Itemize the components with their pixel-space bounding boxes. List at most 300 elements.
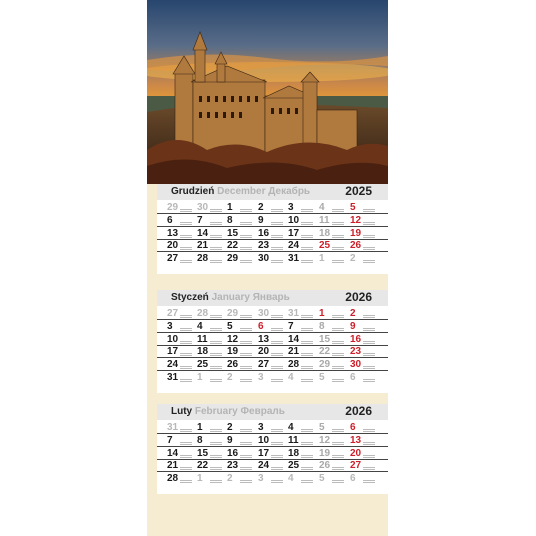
day-number: 29 [227,308,239,319]
day-number: 28 [167,473,179,485]
nameday-fineprint [301,235,313,238]
nameday-fineprint [210,353,222,356]
week-row [157,307,388,320]
nameday-fineprint [363,247,375,250]
nameday-fineprint [210,222,222,225]
day-cell [350,472,380,484]
day-number: 16 [227,447,239,459]
day-number: 9 [258,214,264,226]
day-cell [288,252,318,264]
month-block [157,290,388,393]
day-number: 23 [227,460,239,472]
nameday-fineprint [240,480,252,483]
day-cell [258,333,288,345]
week-row [157,239,388,252]
nameday-fineprint [180,467,192,470]
nameday-fineprint [271,467,283,470]
day-cell [197,239,227,251]
day-number: 8 [197,434,203,446]
day-cell [258,371,288,383]
day-cell [288,201,318,213]
nameday-fineprint [210,455,222,458]
week-row [157,358,388,371]
day-cell [319,227,349,239]
week-row [157,320,388,333]
month-name-en: February [194,406,238,417]
day-cell [288,447,318,459]
week-row [157,227,388,240]
day-number: 6 [350,473,356,485]
day-cell [319,252,349,264]
nameday-fineprint [180,209,192,212]
day-number: 14 [288,333,300,345]
nameday-fineprint [271,260,283,263]
day-cell [350,307,380,319]
nameday-fineprint [363,429,375,432]
day-cell [227,472,257,484]
day-number: 18 [319,227,331,239]
month-name-ru: Февраль [240,406,285,417]
day-number: 30 [258,253,270,265]
nameday-fineprint [240,442,252,445]
nameday-fineprint [210,379,222,382]
day-cell [258,227,288,239]
nameday-fineprint [363,379,375,382]
day-number: 3 [288,202,294,213]
day-cell [167,371,197,383]
month-name-pl: Grudzień [171,186,215,197]
day-number: 4 [288,372,294,383]
nameday-fineprint [332,379,344,382]
castle-photo [147,0,388,184]
day-cell [288,421,318,433]
day-cell [227,333,257,345]
nameday-fineprint [240,235,252,238]
nameday-fineprint [332,341,344,344]
day-cell [319,358,349,370]
day-cell [350,333,380,345]
day-number: 15 [227,227,239,239]
day-cell [197,447,227,459]
day-cell [197,320,227,332]
day-cell [197,459,227,471]
nameday-fineprint [301,247,313,250]
nameday-fineprint [210,235,222,238]
day-cell [197,472,227,484]
day-number: 5 [319,422,325,433]
nameday-fineprint [271,222,283,225]
week-row [157,447,388,460]
month-name-pl: Luty [171,406,193,417]
month-name [171,292,290,303]
nameday-fineprint [332,328,344,331]
day-number: 2 [350,308,356,319]
day-cell [288,358,318,370]
month-block [157,184,388,274]
day-number: 5 [350,202,356,213]
nameday-fineprint [180,247,192,250]
day-number: 5 [227,320,233,332]
nameday-fineprint [271,247,283,250]
day-number: 21 [288,346,300,358]
day-number: 17 [167,346,179,358]
day-number: 25 [319,240,331,252]
nameday-fineprint [301,379,313,382]
day-cell [197,434,227,446]
nameday-fineprint [240,353,252,356]
nameday-fineprint [332,353,344,356]
day-cell [319,201,349,213]
week-row [157,252,388,264]
day-cell [258,214,288,226]
day-number: 30 [197,202,209,213]
nameday-fineprint [240,379,252,382]
day-number: 19 [319,447,331,459]
day-cell [350,201,380,213]
nameday-fineprint [301,341,313,344]
day-number: 6 [350,422,356,433]
day-cell [167,434,197,446]
day-cell [167,358,197,370]
day-cell [167,320,197,332]
day-cell [227,239,257,251]
day-number: 9 [227,434,233,446]
day-cell [258,434,288,446]
nameday-fineprint [210,480,222,483]
day-cell [258,358,288,370]
day-number: 12 [350,214,362,226]
nameday-fineprint [180,442,192,445]
day-number: 24 [258,460,270,472]
day-cell [227,214,257,226]
nameday-fineprint [210,467,222,470]
day-number: 26 [319,460,331,472]
nameday-fineprint [301,209,313,212]
day-cell [227,320,257,332]
day-number: 27 [258,359,270,371]
day-cell [227,201,257,213]
nameday-fineprint [301,260,313,263]
day-cell [258,447,288,459]
day-number: 6 [167,214,173,226]
day-number: 1 [197,422,203,433]
day-cell [319,434,349,446]
day-number: 7 [288,320,294,332]
day-cell [319,239,349,251]
day-cell [258,459,288,471]
day-number: 14 [167,447,179,459]
day-number: 27 [167,308,179,319]
day-number: 26 [350,240,362,252]
day-number: 10 [167,333,179,345]
day-cell [350,358,380,370]
day-number: 21 [197,240,209,252]
nameday-fineprint [363,315,375,318]
nameday-fineprint [301,455,313,458]
nameday-fineprint [210,341,222,344]
day-cell [197,421,227,433]
day-cell [288,371,318,383]
nameday-fineprint [271,379,283,382]
nameday-fineprint [363,209,375,212]
month-header [157,184,388,200]
day-cell [319,371,349,383]
day-number: 29 [167,202,179,213]
day-cell [197,307,227,319]
day-number: 22 [197,460,209,472]
day-number: 23 [350,346,362,358]
day-number: 18 [288,447,300,459]
week-row [157,345,388,358]
nameday-fineprint [210,260,222,263]
day-number: 8 [227,214,233,226]
day-number: 5 [319,372,325,383]
day-cell [258,307,288,319]
day-number: 31 [167,372,179,383]
nameday-fineprint [301,467,313,470]
day-number: 18 [197,346,209,358]
day-cell [258,201,288,213]
day-number: 1 [319,308,325,319]
day-cell [319,472,349,484]
nameday-fineprint [271,353,283,356]
nameday-fineprint [180,379,192,382]
day-number: 3 [258,473,264,485]
nameday-fineprint [210,366,222,369]
day-number: 1 [197,473,203,485]
day-number: 19 [227,346,239,358]
nameday-fineprint [332,429,344,432]
day-cell [350,421,380,433]
month-name-pl: Styczeń [171,292,209,303]
nameday-fineprint [332,366,344,369]
day-number: 30 [258,308,270,319]
day-number: 6 [350,372,356,383]
day-cell [167,307,197,319]
nameday-fineprint [363,222,375,225]
nameday-fineprint [363,341,375,344]
month-name-ru: Январь [252,292,290,303]
day-cell [197,345,227,357]
month-name [171,186,310,197]
day-cell [167,459,197,471]
day-number: 31 [167,422,179,433]
day-cell [227,447,257,459]
day-number: 3 [167,320,173,332]
day-cell [227,252,257,264]
week-row [157,434,388,447]
nameday-fineprint [301,222,313,225]
day-number: 20 [258,346,270,358]
nameday-fineprint [271,235,283,238]
day-number: 22 [319,346,331,358]
day-cell [288,214,318,226]
nameday-fineprint [210,315,222,318]
day-cell [197,214,227,226]
nameday-fineprint [240,341,252,344]
day-number: 1 [197,372,203,383]
nameday-fineprint [271,442,283,445]
nameday-fineprint [301,353,313,356]
day-number: 27 [350,460,362,472]
day-number: 21 [167,460,179,472]
day-number: 5 [319,473,325,485]
nameday-fineprint [240,315,252,318]
nameday-fineprint [180,480,192,483]
month-name [171,406,285,417]
day-number: 29 [319,359,331,371]
nameday-fineprint [271,315,283,318]
day-number: 1 [319,253,325,265]
day-number: 17 [258,447,270,459]
nameday-fineprint [301,366,313,369]
day-cell [288,239,318,251]
day-number: 11 [197,333,208,345]
day-cell [319,214,349,226]
day-cell [350,252,380,264]
nameday-fineprint [240,247,252,250]
nameday-fineprint [240,328,252,331]
day-number: 26 [227,359,239,371]
day-number: 30 [350,359,362,371]
day-number: 12 [319,434,331,446]
nameday-fineprint [240,455,252,458]
nameday-fineprint [180,429,192,432]
day-cell [319,447,349,459]
day-number: 28 [197,253,209,265]
day-cell [319,421,349,433]
day-number: 28 [288,359,300,371]
day-cell [350,345,380,357]
day-cell [350,447,380,459]
day-number: 11 [319,214,330,226]
day-number: 1 [227,202,233,213]
nameday-fineprint [363,235,375,238]
day-number: 24 [288,240,300,252]
nameday-fineprint [332,222,344,225]
day-cell [319,459,349,471]
day-number: 3 [258,422,264,433]
nameday-fineprint [210,328,222,331]
day-number: 11 [288,434,299,446]
nameday-fineprint [363,366,375,369]
day-cell [258,320,288,332]
day-cell [197,252,227,264]
day-cell [258,421,288,433]
nameday-fineprint [363,455,375,458]
day-cell [258,239,288,251]
day-number: 16 [350,333,362,345]
day-cell [350,320,380,332]
month-year: 2026 [345,290,372,304]
day-cell [167,447,197,459]
nameday-fineprint [301,429,313,432]
day-cell [350,371,380,383]
nameday-fineprint [210,209,222,212]
nameday-fineprint [301,328,313,331]
day-cell [197,358,227,370]
week-row [157,333,388,346]
day-cell [258,472,288,484]
day-cell [288,307,318,319]
nameday-fineprint [240,209,252,212]
week-row [157,201,388,214]
nameday-fineprint [240,467,252,470]
day-cell [227,459,257,471]
nameday-fineprint [180,455,192,458]
day-cell [167,421,197,433]
day-cell [350,239,380,251]
nameday-fineprint [271,328,283,331]
nameday-fineprint [332,260,344,263]
month-name-en: January [211,292,250,303]
day-cell [167,333,197,345]
week-row [157,472,388,484]
nameday-fineprint [210,429,222,432]
day-cell [227,371,257,383]
day-number: 7 [197,214,203,226]
nameday-fineprint [180,260,192,263]
day-number: 19 [350,227,362,239]
day-number: 9 [350,320,356,332]
day-cell [350,227,380,239]
day-number: 14 [197,227,209,239]
day-number: 31 [288,308,300,319]
week-row [157,371,388,383]
day-number: 16 [258,227,270,239]
nameday-fineprint [363,260,375,263]
day-cell [319,345,349,357]
day-cell [227,227,257,239]
day-cell [197,227,227,239]
day-cell [227,434,257,446]
nameday-fineprint [240,366,252,369]
nameday-fineprint [180,353,192,356]
day-number: 2 [227,473,233,485]
nameday-fineprint [180,235,192,238]
day-number: 29 [227,253,239,265]
day-cell [197,201,227,213]
nameday-fineprint [180,315,192,318]
nameday-fineprint [332,235,344,238]
day-cell [167,239,197,251]
day-number: 4 [197,320,203,332]
nameday-fineprint [363,480,375,483]
day-cell [288,472,318,484]
nameday-fineprint [332,442,344,445]
nameday-fineprint [180,341,192,344]
nameday-fineprint [332,315,344,318]
day-number: 22 [227,240,239,252]
nameday-fineprint [332,247,344,250]
day-number: 8 [319,320,325,332]
day-number: 2 [227,422,233,433]
day-cell [288,434,318,446]
nameday-fineprint [363,353,375,356]
day-number: 13 [350,434,362,446]
week-row [157,214,388,227]
day-cell [288,227,318,239]
day-number: 20 [350,447,362,459]
nameday-fineprint [271,209,283,212]
day-cell [288,345,318,357]
day-number: 12 [227,333,239,345]
day-number: 20 [167,240,179,252]
nameday-fineprint [332,467,344,470]
day-cell [319,320,349,332]
nameday-fineprint [240,429,252,432]
day-cell [167,214,197,226]
